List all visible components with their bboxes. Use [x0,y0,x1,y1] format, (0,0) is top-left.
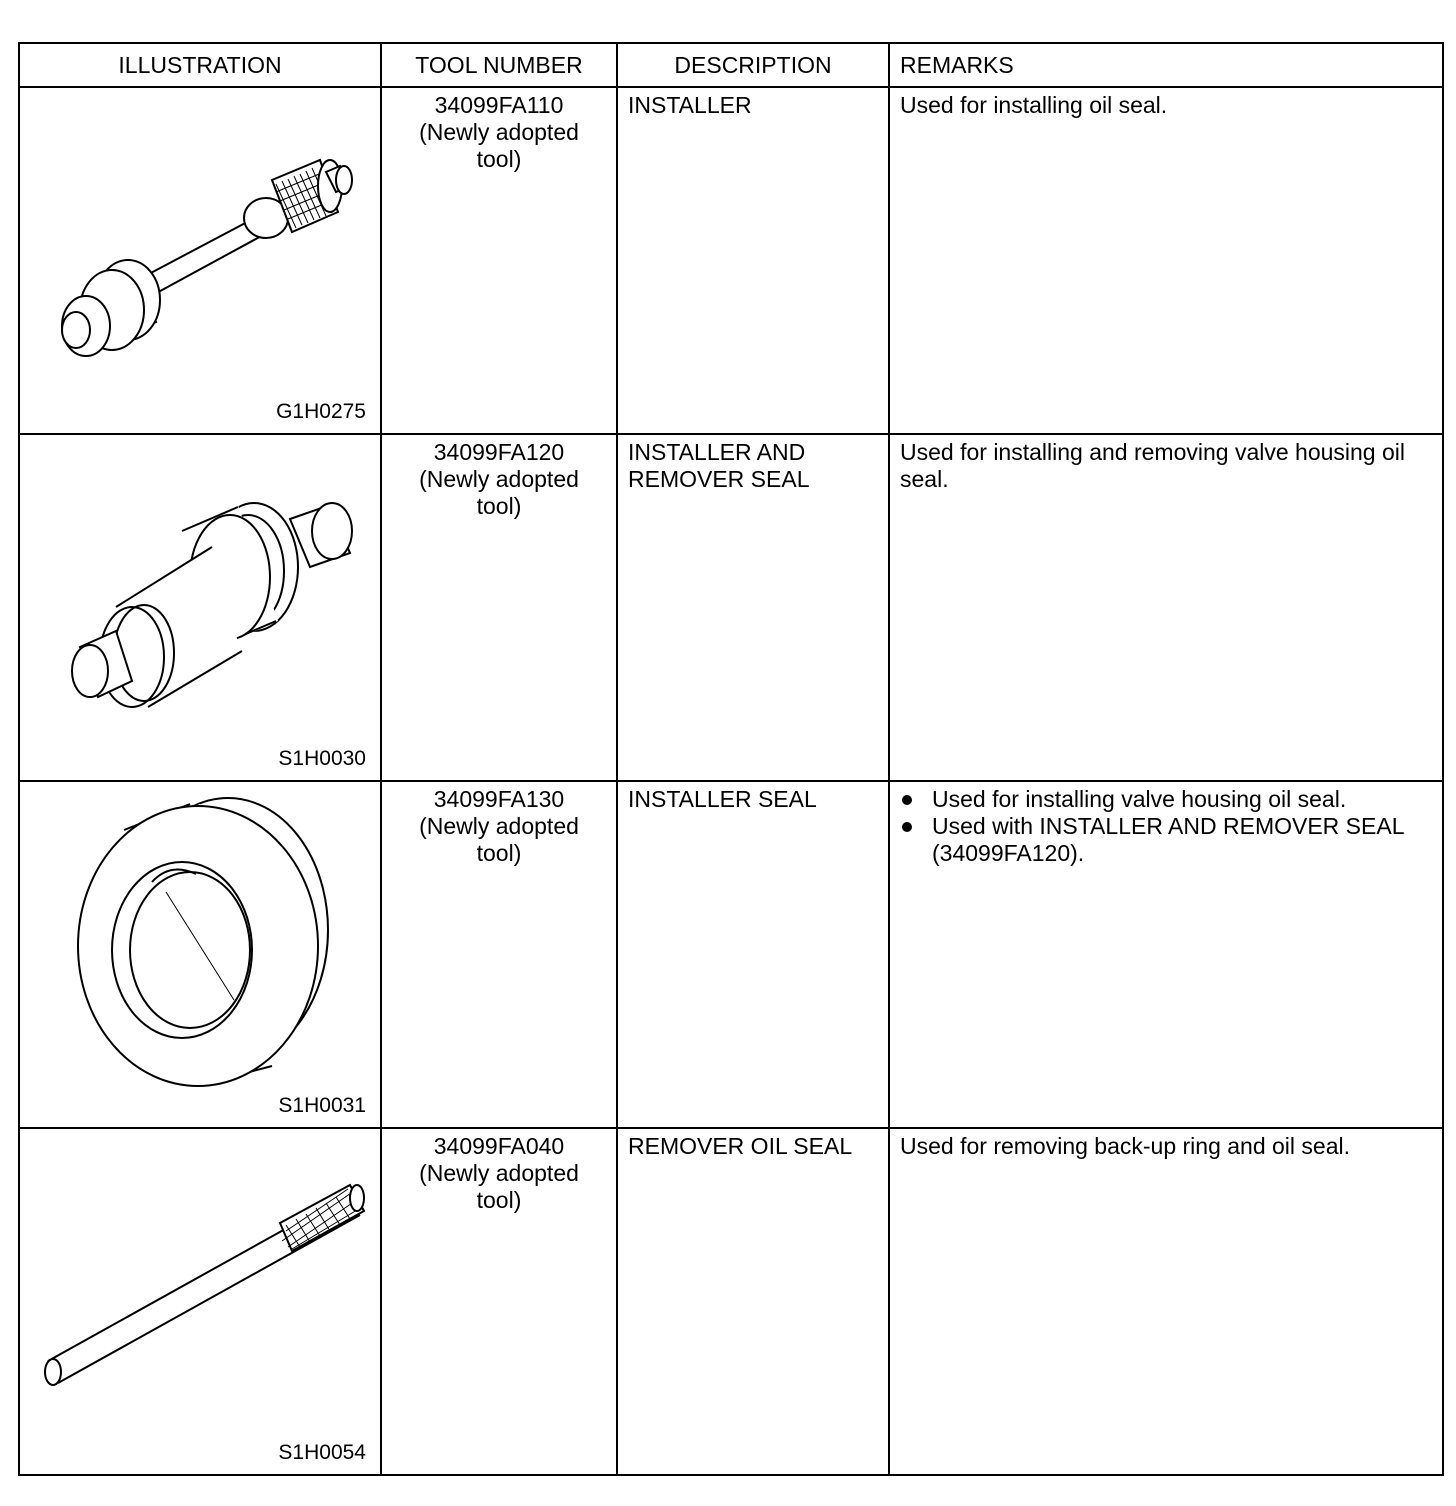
tool-number: 34099FA120 [433,439,565,465]
tool-number: 34099FA110 [434,92,564,118]
description-line-1: INSTALLER [628,92,752,118]
tool-note-line-2: tool) [476,146,522,172]
description-line-1: REMOVER OIL SEAL [628,1133,853,1159]
table-row [19,1128,1443,1475]
remarks-text: Used for installing oil seal. [900,92,1168,118]
description-cell [617,781,889,1128]
tool-note-line-1: (Newly adopted [419,813,579,839]
remarks-cell [889,1128,1443,1475]
remarks-list [900,786,1432,867]
remarks-cell [889,781,1443,1128]
illustration-cell [19,87,381,434]
tool-note-line-1: (Newly adopted [419,119,579,145]
remarks-cell [889,434,1443,781]
header-illustration: ILLUSTRATION [19,43,381,87]
tool-note-line-2: tool) [476,840,522,866]
figure-code: S1H0031 [278,1094,366,1117]
tool-note-line-2: tool) [476,1187,522,1213]
tool-number-cell [381,1128,617,1475]
tool-number-cell [381,781,617,1128]
description-cell [617,87,889,434]
figure-code: S1H0030 [278,747,366,770]
tool-note-line-1: (Newly adopted [419,466,579,492]
description-cell [617,1128,889,1475]
installer-tool-icon [20,88,378,418]
remarks-text: Used for removing back-up ring and oil seal. [900,1133,1351,1159]
tool-number-cell [381,434,617,781]
table-row [19,87,1443,434]
tool-note-line-1: (Newly adopted [419,1160,579,1186]
illustration-cell [19,781,381,1128]
table-header-row [19,43,1443,87]
remover-oil-seal-rod-icon [20,1129,378,1459]
installer-seal-ring-icon [20,782,378,1112]
illustration-cell [19,1128,381,1475]
table-row [19,781,1443,1128]
figure-code: G1H0275 [276,400,366,423]
header-remarks: REMARKS [889,43,1443,87]
tool-note-line-2: tool) [476,493,522,519]
description-line-1: INSTALLER SEAL [628,786,817,812]
tool-number-cell [381,87,617,434]
remarks-text: Used for installing and removing valve housing oil seal. [900,439,1406,492]
header-description: DESCRIPTION [617,43,889,87]
illustration-cell [19,434,381,781]
description-line-2: REMOVER SEAL [628,466,810,492]
description-cell [617,434,889,781]
tool-number: 34099FA040 [433,1133,565,1159]
special-tools-table [18,42,1444,1476]
table-row [19,434,1443,781]
remarks-cell [889,87,1443,434]
remarks-bullet-item: Used for installing valve housing oil seal. [900,786,1432,813]
tool-number: 34099FA130 [433,786,565,812]
header-tool-number: TOOL NUMBER [381,43,617,87]
figure-code: S1H0054 [278,1441,366,1464]
remarks-bullet-item: Used with INSTALLER AND REMOVER SEAL (34099FA120). [900,813,1432,867]
description-line-1: INSTALLER AND [628,439,806,465]
installer-remover-seal-icon [20,435,378,765]
